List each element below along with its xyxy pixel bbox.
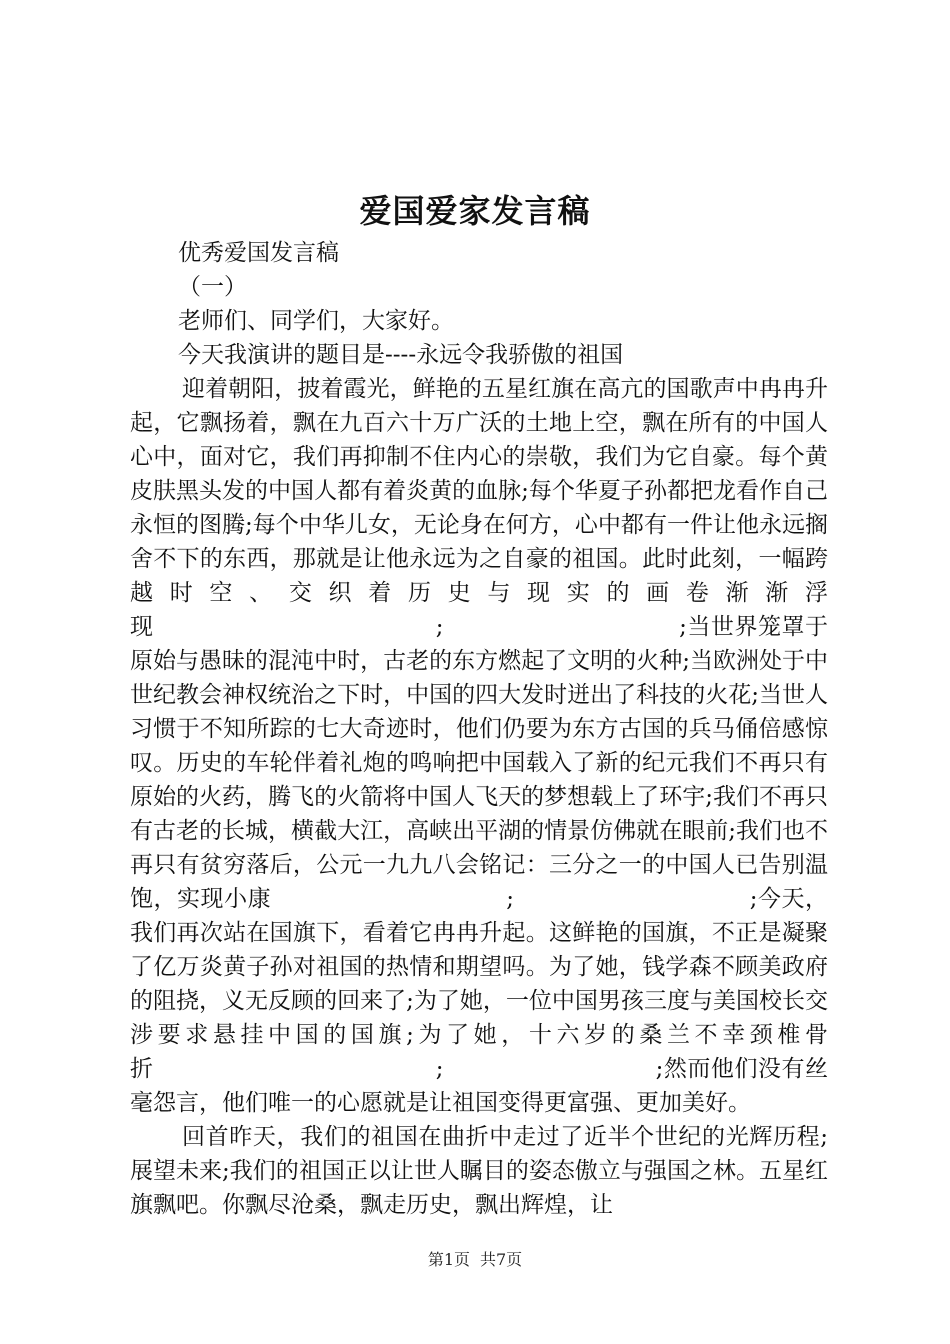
- page-footer: [0, 1247, 950, 1270]
- paragraph: 迎着朝阳，披着霞光，鲜艳的五星红旗在高亢的国歌声中冉冉升起，它飘扬着，飘在九百六十万广沃的土地上空，飘在所有的中国人心中，面对它，我们再抑制不住内心的崇敬，我们为它自豪。每个黄皮肤黑头发的中国人都有着炎黄的血脉;每个华夏子孙都把龙看作自己永恒的图腾;每个中华儿女，无论身在何方，心中都有一件让他永远搁舍不下的东西，那就是让他永远为之自豪的祖国。此时此刻，一幅跨越时空、交织着历史与现实的画卷渐渐浮现 ; ;当世界笼罩于原始与愚昧的混沌中时，古老的东方燃起了文明的火种;当欧洲处于中世纪教会神权统治之下时，中国的四大发时迸出了科技的火花;当世人习惯于不知所踪的七大奇迹时，他们仍要为东方古国的兵马俑倍感惊叹。历史的车轮伴着礼炮的鸣响把中国载入了新的纪元我们不再只有原始的火药，腾飞的火箭将中国人飞天的梦想载上了环宇;我们不再只有古老的长城，横截大江，高峡出平湖的情景仿佛就在眼前;我们也不再只有贫穷落后，公元一九九八会铭记：三分之一的中国人已告别温饱，实现小康 ; ;今天，我们再次站在国旗下，看着它冉冉升起。这鲜艳的国旗，不正是凝聚了亿万炎黄子孙对祖国的热情和期望吗。为了她，钱学森不顾美政府的阻挠，义无反顾的回来了;为了她，一位中国男孩三度与美国校长交涉要求悬挂中国的国旗;为了她，十六岁的桑兰不幸颈椎骨折 ; ;然而他们没有丝毫怨言，他们唯一的心愿就是让祖国变得更富强、更加美好。: [130, 376, 828, 1116]
- topic-line: 今天我演讲的题目是----永远令我骄傲的祖国: [178, 342, 624, 368]
- page-number: 第1页: [427, 1250, 470, 1269]
- subtitle: 优秀爱国发言稿: [178, 240, 339, 266]
- document-body: [130, 236, 828, 1222]
- paragraph: 回首昨天，我们的祖国在曲折中走过了近半个世纪的光辉历程;展望未来;我们的祖国正以让世人瞩目的姿态傲立与强国之林。五星红旗飘吧。你飘尽沧桑，飘走历史，飘出辉煌，让: [130, 1124, 828, 1218]
- section-marker: （一）: [178, 274, 247, 300]
- page-total: 共7页: [480, 1250, 523, 1269]
- document-title: 爱国爱家发言稿: [359, 192, 591, 230]
- greeting-line: 老师们、同学们，大家好。: [178, 308, 454, 334]
